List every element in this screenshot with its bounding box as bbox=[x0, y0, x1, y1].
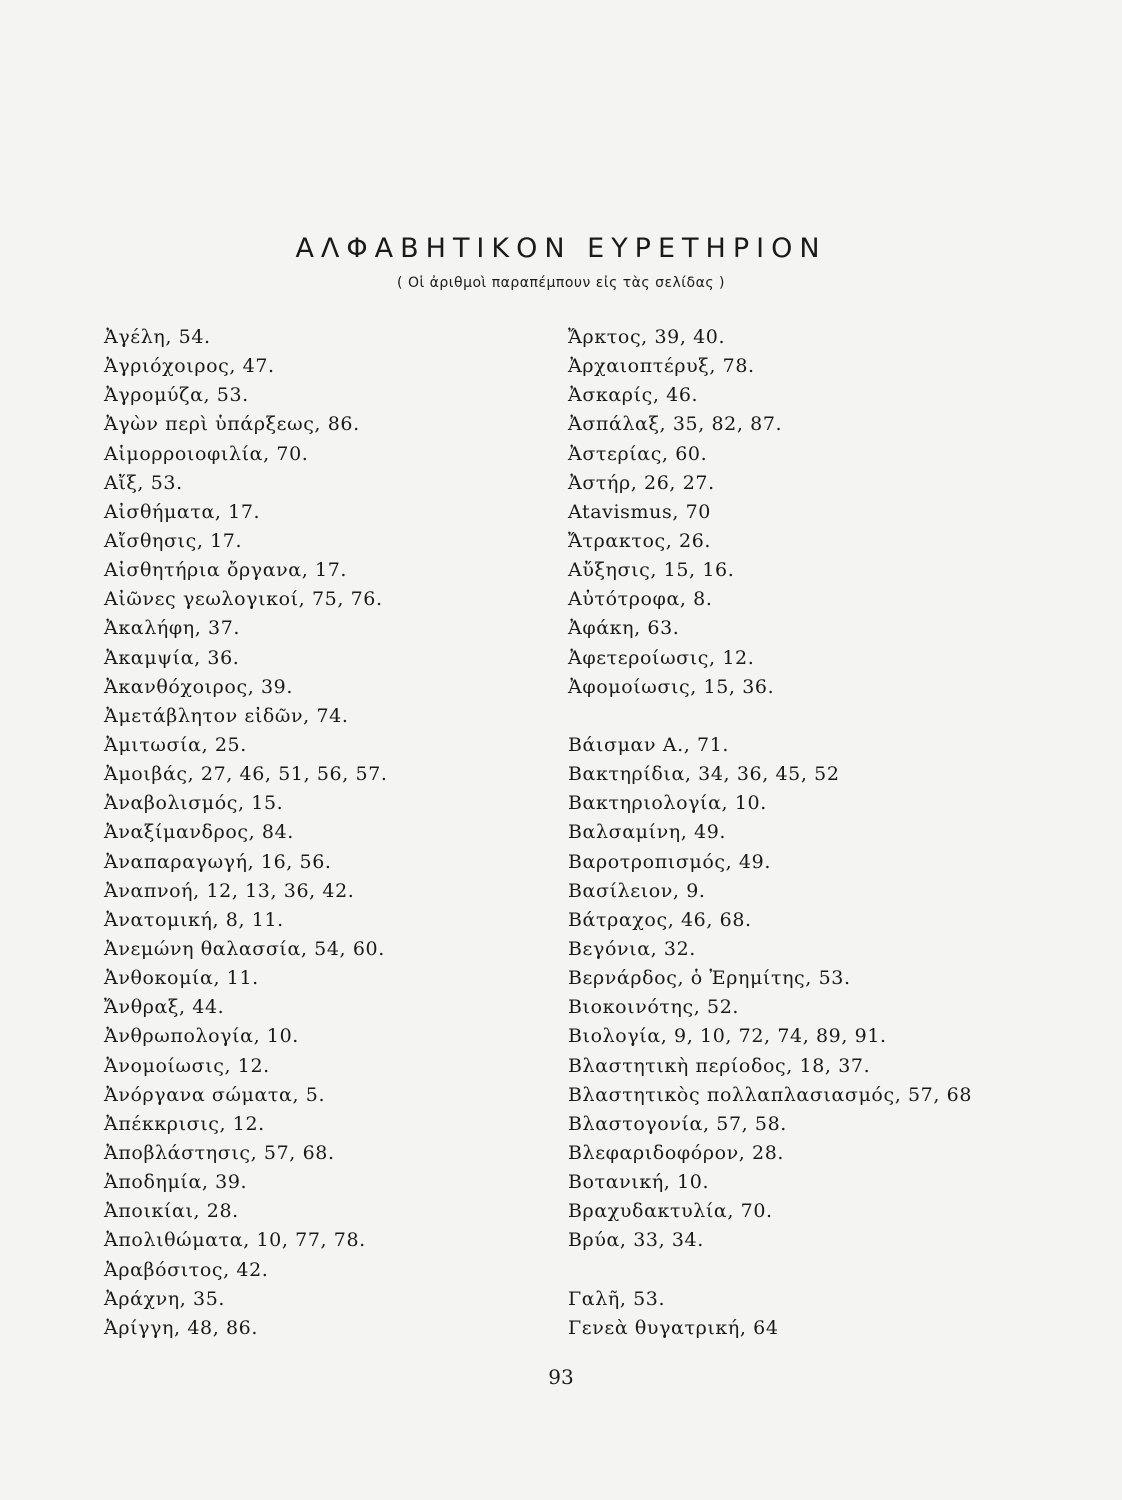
index-entry: Ἀνατομική, 8, 11. bbox=[104, 908, 284, 931]
index-entry: Ἀρχαιοπτέρυξ, 78. bbox=[568, 355, 755, 378]
index-entry: Ἀρίγγη, 48, 86. bbox=[104, 1316, 258, 1339]
index-entry: Γαλῆ, 53. bbox=[568, 1287, 666, 1310]
right-index-column bbox=[568, 323, 988, 1343]
index-entry: Ἀσπάλαξ, 35, 82, 87. bbox=[568, 413, 783, 436]
index-entry: Βαλσαμίνη, 49. bbox=[568, 821, 727, 844]
index-entry: Ἀκαλήφη, 37. bbox=[104, 617, 241, 640]
left-index-column bbox=[104, 323, 544, 1343]
index-entry: Βερνάρδος, ὁ Ἐρημίτης, 53. bbox=[568, 967, 851, 990]
index-entry: Αἰσθήματα, 17. bbox=[104, 500, 261, 523]
index-entry: Βλαστητικὸς πολλαπλασιασμός, 57, 68 bbox=[568, 1083, 973, 1106]
index-entry: Ἄρκτος, 39, 40. bbox=[568, 326, 726, 348]
index-entry: Ἀνθοκομία, 11. bbox=[104, 967, 259, 990]
index-entry: Atavismus, 70 bbox=[568, 500, 711, 523]
page-number: 93 bbox=[548, 1365, 574, 1389]
index-entry: Ἀναπνοή, 12, 13, 36, 42. bbox=[104, 879, 355, 902]
index-entry: Ἄτρακτος, 26. bbox=[568, 529, 712, 552]
index-entry: Γενεὰ θυγατρική, 64 bbox=[568, 1316, 779, 1339]
index-entry: Βασίλειον, 9. bbox=[568, 879, 706, 902]
index-entry: Ἀγέλη, 54. bbox=[104, 326, 211, 348]
index-entry: Ἀπολιθώματα, 10, 77, 78. bbox=[104, 1229, 366, 1252]
index-entry: Βιολογία, 9, 10, 72, 74, 89, 91. bbox=[568, 1025, 887, 1048]
index-entry: Ἀναβολισμός, 15. bbox=[104, 792, 284, 815]
index-entry: Ἀστερίας, 60. bbox=[568, 442, 708, 465]
index-entry: Βάισμαν Α., 71. bbox=[568, 733, 730, 756]
index-entry: Ἀπέκκρισις, 12. bbox=[104, 1112, 265, 1135]
index-entry: Αἴσθησις, 17. bbox=[104, 529, 243, 552]
index-entry: Ἀνθρωπολογία, 10. bbox=[104, 1025, 299, 1048]
index-entry: Αἱμορροιοφιλία, 70. bbox=[104, 442, 309, 465]
index-entry: Βάτραχος, 46, 68. bbox=[568, 908, 752, 931]
index-entry: Βακτηρίδια, 34, 36, 45, 52 bbox=[568, 763, 840, 786]
index-entry: Βλεφαριδοφόρον, 28. bbox=[568, 1141, 785, 1164]
index-entry: Βαροτροπισμός, 49. bbox=[568, 850, 771, 873]
index-entry: Ἀνεμώνη θαλασσία, 54, 60. bbox=[104, 937, 385, 960]
index-entry: Ἀναπαραγωγή, 16, 56. bbox=[104, 850, 332, 873]
index-entry: Αἰῶνες γεωλογικοί, 75, 76. bbox=[104, 588, 383, 611]
index-entry: Ἀμετάβλητον εἰδῶν, 74. bbox=[104, 704, 349, 727]
index-entry: Βλαστητικὴ περίοδος, 18, 37. bbox=[568, 1054, 871, 1077]
index-entry: Ἀκανθόχοιρος, 39. bbox=[104, 675, 294, 698]
index-entry: Αὐτότροφα, 8. bbox=[568, 588, 713, 611]
section-gap bbox=[568, 702, 988, 731]
index-entry: Βακτηριολογία, 10. bbox=[568, 792, 767, 815]
index-entry: Αἴξ, 53. bbox=[104, 471, 183, 494]
index-entry: Ἀναξίμανδρος, 84. bbox=[104, 821, 294, 844]
index-entry: Αὔξησις, 15, 16. bbox=[568, 559, 735, 582]
index-entry: Ἀγρομύζα, 53. bbox=[104, 384, 249, 407]
index-entry: Βρύα, 33, 34. bbox=[568, 1229, 704, 1252]
index-entry: Ἀγριόχοιρος, 47. bbox=[104, 355, 275, 378]
index-entry: Βιοκοινότης, 52. bbox=[568, 996, 740, 1019]
index-entry: Ἀμοιβάς, 27, 46, 51, 56, 57. bbox=[104, 763, 388, 786]
index-subtitle: ( Οἱ ἀριθμοὶ παραπέμπουν εἰς τὰς σελίδας ) bbox=[397, 275, 725, 291]
index-entry: Ἀφετεροίωσις, 12. bbox=[568, 646, 755, 669]
index-entry: Ἀποβλάστησις, 57, 68. bbox=[104, 1141, 335, 1164]
index-entry: Ἀφομοίωσις, 15, 36. bbox=[568, 675, 775, 698]
index-entry: Ἀραβόσιτος, 42. bbox=[104, 1258, 269, 1281]
index-title: ΑΛΦΑΒΗΤΙΚΟΝ ΕΥΡΕΤΗΡΙΟΝ bbox=[295, 233, 827, 264]
index-entry: Ἀμιτωσία, 25. bbox=[104, 733, 247, 756]
index-entry: Ἀράχνη, 35. bbox=[104, 1287, 226, 1310]
index-entry: Ἀποικίαι, 28. bbox=[104, 1200, 239, 1223]
index-entry: Ἀκαμψία, 36. bbox=[104, 646, 240, 669]
index-entry: Βλαστογονία, 57, 58. bbox=[568, 1112, 787, 1135]
index-entry: Ἀνόργανα σώματα, 5. bbox=[104, 1083, 326, 1106]
index-entry: Βραχυδακτυλία, 70. bbox=[568, 1200, 773, 1223]
index-entry: Ἀποδημία, 39. bbox=[104, 1171, 248, 1194]
section-gap bbox=[568, 1256, 988, 1285]
index-entry: Ἀσκαρίς, 46. bbox=[568, 384, 699, 407]
index-entry: Ἀγὼν περὶ ὑπάρξεως, 86. bbox=[104, 413, 360, 436]
index-entry: Ἀφάκη, 63. bbox=[568, 617, 680, 640]
index-entry: Ἄνθραξ, 44. bbox=[104, 996, 225, 1019]
index-entry: Βεγόνια, 32. bbox=[568, 937, 696, 960]
index-entry: Βοτανική, 10. bbox=[568, 1171, 710, 1194]
index-entry: Ἀστήρ, 26, 27. bbox=[568, 471, 715, 494]
index-entry: Ἀνομοίωσις, 12. bbox=[104, 1054, 270, 1077]
index-entry: Αἰσθητήρια ὄργανα, 17. bbox=[104, 559, 348, 582]
